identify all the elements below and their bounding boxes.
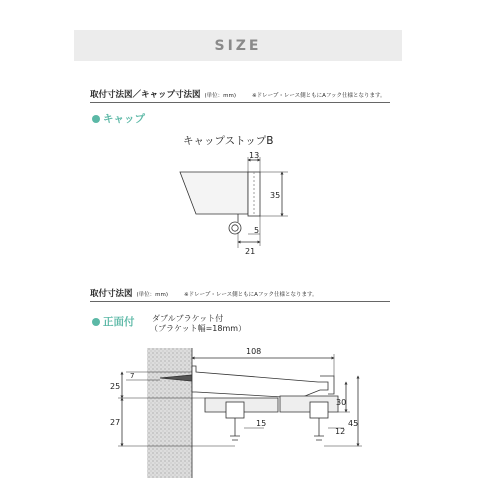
product-title: キャップストップB <box>183 135 274 147</box>
bracket-arm <box>192 366 328 398</box>
section1-unit: (単位：mm) <box>204 93 237 99</box>
wall-section <box>147 348 192 478</box>
rail-lace <box>280 396 338 412</box>
cap-drawing <box>180 157 288 248</box>
dim-front-27: 27 <box>110 418 121 427</box>
bracket-line1: ダブルブラケット付 <box>152 314 224 323</box>
hook-2-icon <box>314 436 324 440</box>
dim-front-108: 108 <box>246 347 262 356</box>
section2-unit: (単位：mm) <box>136 292 169 298</box>
section2-heading: 取付寸法図 <box>90 289 133 299</box>
hook-1-icon <box>230 436 240 440</box>
dim-front-12: 12 <box>335 427 346 436</box>
front-mount-drawing <box>118 348 362 478</box>
dim-cap-35: 35 <box>270 191 281 200</box>
cap-label-text: キャップ <box>103 113 145 125</box>
bracket-line2: （ブラケット幅=18mm） <box>150 324 247 333</box>
runner-2 <box>310 402 328 418</box>
dim-cap-5: 5 <box>254 226 260 235</box>
size-title: SIZE <box>214 37 262 54</box>
section1-heading: 取付寸法図／キャップ寸法図 <box>90 90 201 100</box>
section1-note: ※ドレープ・レース側ともにAフック仕様となります。 <box>252 93 386 99</box>
front-mount-label-text: 正面付 <box>103 316 135 328</box>
dim-cap-13: 13 <box>249 151 260 160</box>
section2-note: ※ドレープ・レース側ともにAフック仕様となります。 <box>184 292 318 298</box>
dim-front-30: 30 <box>336 398 347 407</box>
dim-front-15: 15 <box>256 419 267 428</box>
dim-front-25: 25 <box>110 382 121 391</box>
dim-front-7: 7 <box>130 372 135 380</box>
rail-end-shape <box>180 172 248 214</box>
runner-1 <box>226 402 244 418</box>
cap-ring <box>229 222 241 234</box>
dim-front-45: 45 <box>348 419 359 428</box>
dim-cap-21: 21 <box>245 247 256 256</box>
